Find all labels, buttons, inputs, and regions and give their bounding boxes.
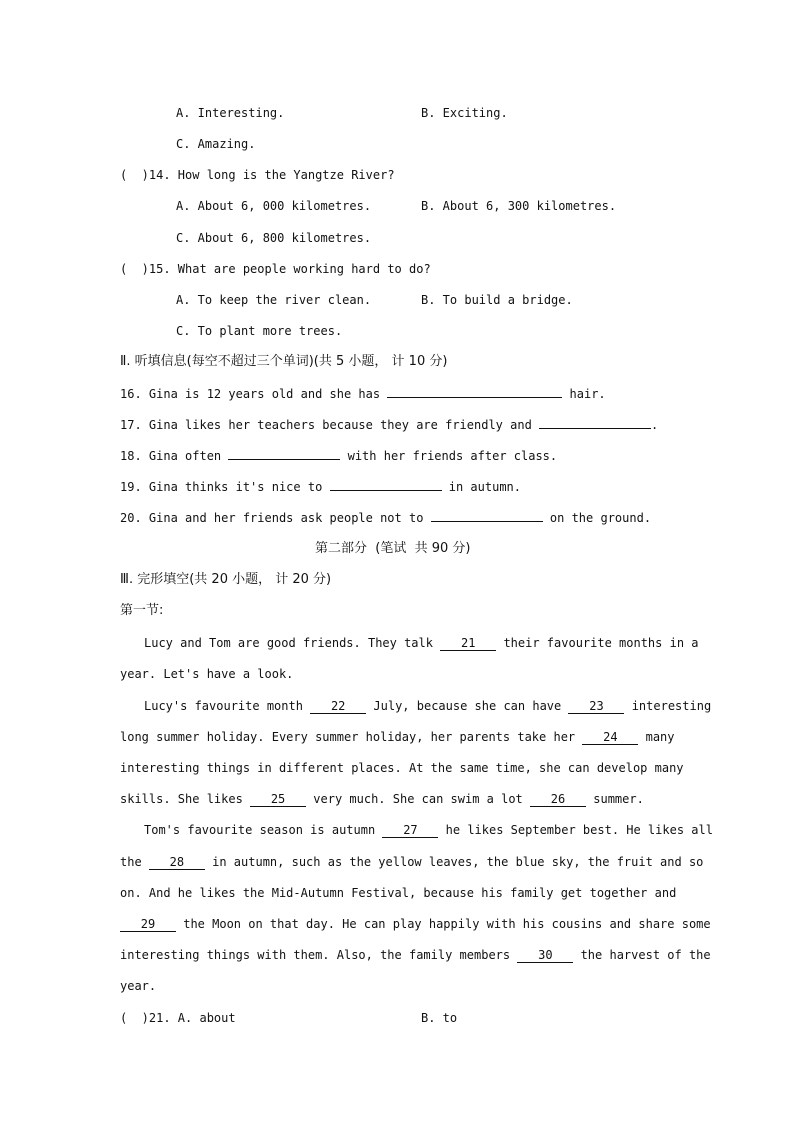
cloze-blank-24[interactable]: 24 <box>582 731 638 745</box>
passage-p3-line1 <box>144 823 713 838</box>
q21-option-b: B. to <box>421 1011 458 1025</box>
passage-text: interesting <box>624 699 712 713</box>
passage-text: interesting things with them. Also, the family members <box>120 948 518 962</box>
q18-text-end: with her friends after class. <box>340 449 558 463</box>
passage-text: the <box>120 855 149 869</box>
passage-text: Lucy and Tom are good friends. They talk <box>144 636 441 650</box>
passage-text: the Moon on that day. He can play happily with his cousins and share some <box>176 917 711 931</box>
q14-stem: 14. How long is the Yangtze River? <box>148 168 395 182</box>
passage-text: very much. She can swim a lot <box>306 792 531 806</box>
cloze-blank-21[interactable]: 21 <box>440 637 496 651</box>
passage-text: many <box>638 730 675 744</box>
q15-option-a: A. To keep the river clean. <box>176 293 372 307</box>
q20-line <box>120 511 651 525</box>
q19-text-end: in autumn. <box>441 480 521 494</box>
q17-line <box>120 418 658 432</box>
q21-option-a: 21. A. about <box>148 1011 236 1025</box>
q16-blank[interactable] <box>387 397 562 398</box>
q15-stem: 15. What are people working hard to do? <box>148 262 431 276</box>
cloze-blank-23[interactable]: 23 <box>568 700 624 714</box>
part-2-heading: 第二部分 (笔试 共 90 分) <box>315 541 471 556</box>
q18-line <box>120 449 557 463</box>
q17-blank[interactable] <box>539 428 651 429</box>
passage-p2-line3: interesting things in different places. At the same time, she can develop many <box>120 761 684 775</box>
passage-text: the harvest of the <box>573 948 711 962</box>
passage-text: their favourite months in a <box>496 636 699 650</box>
passage-text: Tom's favourite season is autumn <box>144 823 383 837</box>
passage-p1-line1 <box>144 636 699 651</box>
q16-text: 16. Gina is 12 years old and she has <box>120 387 388 401</box>
section-3-sub-heading: 第一节: <box>120 603 164 618</box>
q16-line <box>120 387 606 401</box>
answer-paren[interactable]: ( ) <box>120 262 149 276</box>
cloze-blank-25[interactable]: 25 <box>250 793 306 807</box>
q13-option-c: C. Amazing. <box>176 137 256 151</box>
q18-blank[interactable] <box>228 459 340 460</box>
q20-text: 20. Gina and her friends ask people not to <box>120 511 431 525</box>
passage-text: in autumn, such as the yellow leaves, the blue sky, the fruit and so <box>204 855 704 869</box>
q14-stem-line <box>120 168 395 182</box>
q13-option-b: B. Exciting. <box>421 106 508 120</box>
cloze-blank-26[interactable]: 26 <box>530 793 586 807</box>
passage-text: skills. She likes <box>120 792 251 806</box>
section-2-heading: Ⅱ. 听填信息(每空不超过三个单词)(共 5 小题， 计 10 分) <box>120 354 448 369</box>
q19-text: 19. Gina thinks it's nice to <box>120 480 330 494</box>
passage-p3-line6: year. <box>120 979 157 993</box>
q17-text-end: . <box>651 418 659 432</box>
q17-text: 17. Gina likes her teachers because they are friendly and <box>120 418 540 432</box>
q21-line <box>120 1011 236 1025</box>
passage-p3-line5 <box>120 948 711 963</box>
passage-p1-line2: year. Let's have a look. <box>120 667 294 681</box>
q14-option-a: A. About 6, 000 kilometres. <box>176 199 372 213</box>
cloze-blank-27[interactable]: 27 <box>382 824 438 838</box>
answer-paren[interactable]: ( ) <box>120 1011 149 1025</box>
q19-blank[interactable] <box>330 490 442 491</box>
answer-paren[interactable]: ( ) <box>120 168 149 182</box>
passage-text: summer. <box>586 792 644 806</box>
q20-blank[interactable] <box>431 521 543 522</box>
passage-text: Lucy's favourite month <box>144 699 311 713</box>
passage-p2-line4 <box>120 792 644 807</box>
cloze-blank-22[interactable]: 22 <box>310 700 366 714</box>
passage-text: July, because she can have <box>366 699 569 713</box>
passage-p2-line2 <box>120 730 675 745</box>
q15-option-c: C. To plant more trees. <box>176 324 343 338</box>
q14-option-b: B. About 6, 300 kilometres. <box>421 199 617 213</box>
q15-stem-line <box>120 262 431 276</box>
passage-p3-line4 <box>120 917 711 932</box>
passage-p3-line2 <box>120 855 703 870</box>
passage-p2-line1 <box>144 699 711 714</box>
q19-line <box>120 480 521 494</box>
cloze-blank-28[interactable]: 28 <box>149 856 205 870</box>
passage-text: he likes September best. He likes all <box>438 823 713 837</box>
passage-text: long summer holiday. Every summer holiday, her parents take her <box>120 730 583 744</box>
q14-option-c: C. About 6, 800 kilometres. <box>176 231 372 245</box>
q16-text-end: hair. <box>562 387 606 401</box>
q18-text: 18. Gina often <box>120 449 229 463</box>
q13-option-a: A. Interesting. <box>176 106 285 120</box>
cloze-blank-29[interactable]: 29 <box>120 918 176 932</box>
cloze-blank-30[interactable]: 30 <box>517 949 573 963</box>
q20-text-end: on the ground. <box>542 511 652 525</box>
section-3-heading: Ⅲ. 完形填空(共 20 小题， 计 20 分) <box>120 572 332 587</box>
passage-p3-line3: on. And he likes the Mid-Autumn Festival, because his family get together and <box>120 886 677 900</box>
q15-option-b: B. To build a bridge. <box>421 293 573 307</box>
